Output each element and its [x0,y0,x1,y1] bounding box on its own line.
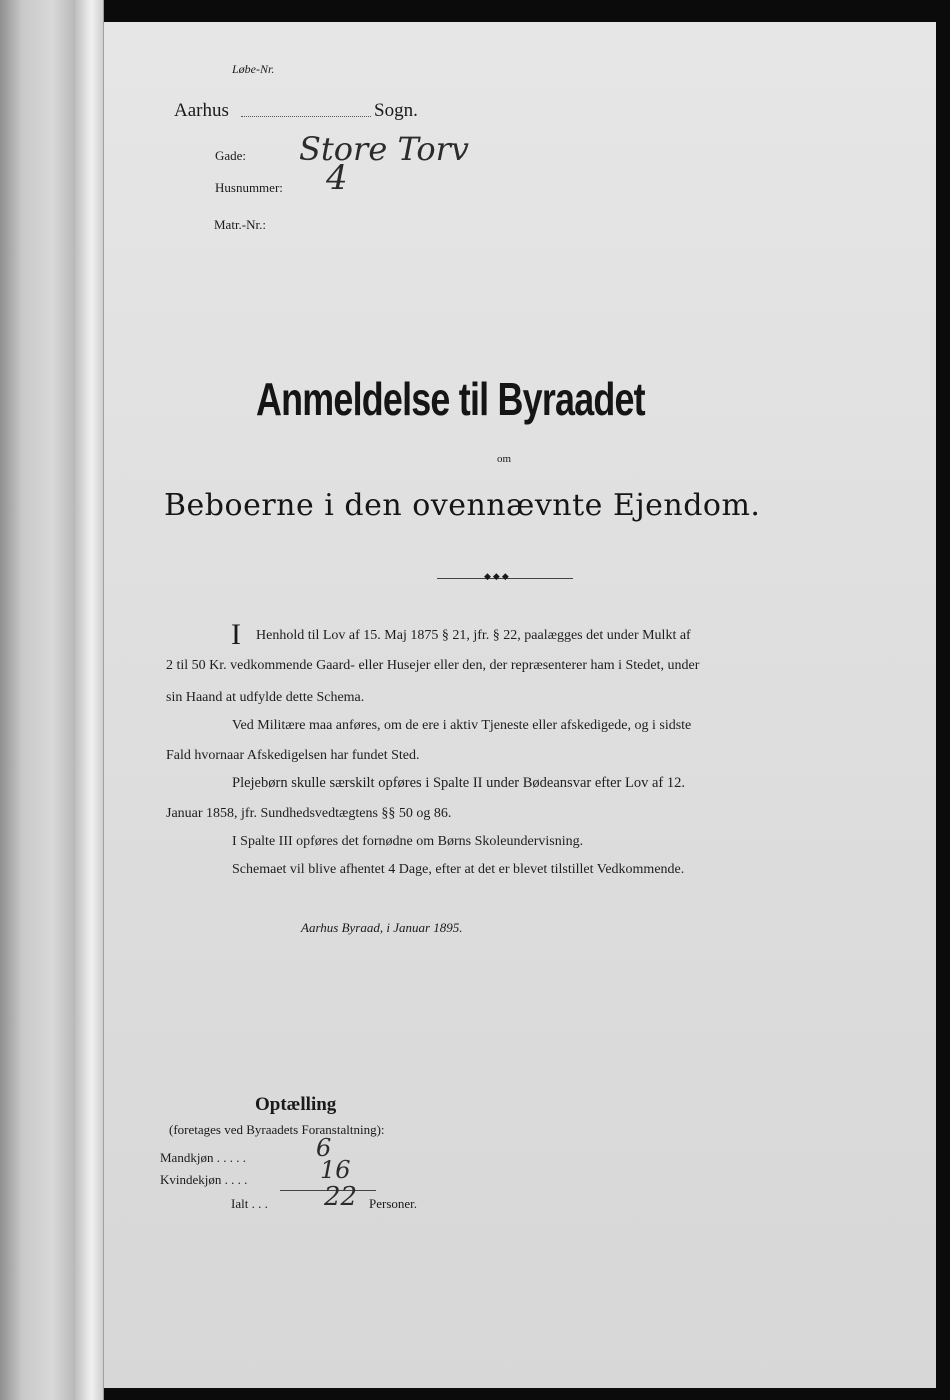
form-page [103,22,936,1388]
count-note: (foretages ved Byraadets Foranstaltning): [169,1122,385,1137]
male-count-value: 6 [316,1134,332,1162]
gade-handwritten-value: Store Torv [299,130,469,168]
ornament-diamonds: ◆◆◆ [484,571,511,581]
title-connector: om [497,453,512,465]
para5: Schemaet vil blive afhentet 4 Dage, efter at det er blevet tilstillet Vedkommende. [232,862,685,877]
husnummer-handwritten-value: 4 [326,158,348,198]
female-label: Kvindekjøn . . . . [160,1172,248,1187]
para2-line2: Fald hvornaar Afskedigelsen har fundet Sted. [166,748,420,763]
city-label: Aarhus [174,100,229,121]
sogn-label: Sogn. [374,100,418,121]
male-label: Mandkjøn . . . . . [160,1150,246,1165]
husnummer-label: Husnummer: [215,180,283,195]
matr-nr-label: Matr.-Nr.: [214,217,266,232]
para1-line3: sin Haand at udfylde dette Schema. [166,690,365,705]
persons-label: Personer. [369,1196,418,1211]
lobe-nr-label: Løbe-Nr. [232,62,275,76]
main-title: Anmeldelse til Byraadet [256,373,645,425]
para2-line1: Ved Militære maa anføres, om de ere i aktiv Tjeneste eller afskedigede, og i sidste [232,718,692,733]
para3-line1: Plejebørn skulle særskilt opføres i Spalte II under Bødeansvar efter Lov af 12. [232,775,686,791]
para3-line2: Januar 1858, jfr. Sundhedsvedtægtens §§ 50 og 86. [166,806,452,821]
total-count-value: 22 [324,1182,358,1212]
sogn-dotted-line [241,116,371,117]
subtitle: Beboerne i den ovennævnte Ejendom. [164,488,761,523]
signature-line: Aarhus Byraad, i Januar 1895. [301,920,463,935]
drop-initial: I [231,618,241,651]
para4: I Spalte III opføres det fornødne om Børns Skoleundervisning. [232,834,584,849]
para1-line2: 2 til 50 Kr. vedkommende Gaard- eller Husejer eller den, der repræsenterer ham i Stedet, under [166,658,700,673]
para1-line1: Henhold til Lov af 15. Maj 1875 § 21, jfr. § 22, paalægges det under Mulkt af [256,628,691,643]
female-count-value: 16 [320,1156,351,1184]
page-fold-edge [75,0,104,1400]
total-label: Ialt . . . [231,1196,268,1211]
count-heading: Optælling [255,1094,337,1115]
book-spine [0,0,75,1400]
gade-label: Gade: [215,148,247,163]
